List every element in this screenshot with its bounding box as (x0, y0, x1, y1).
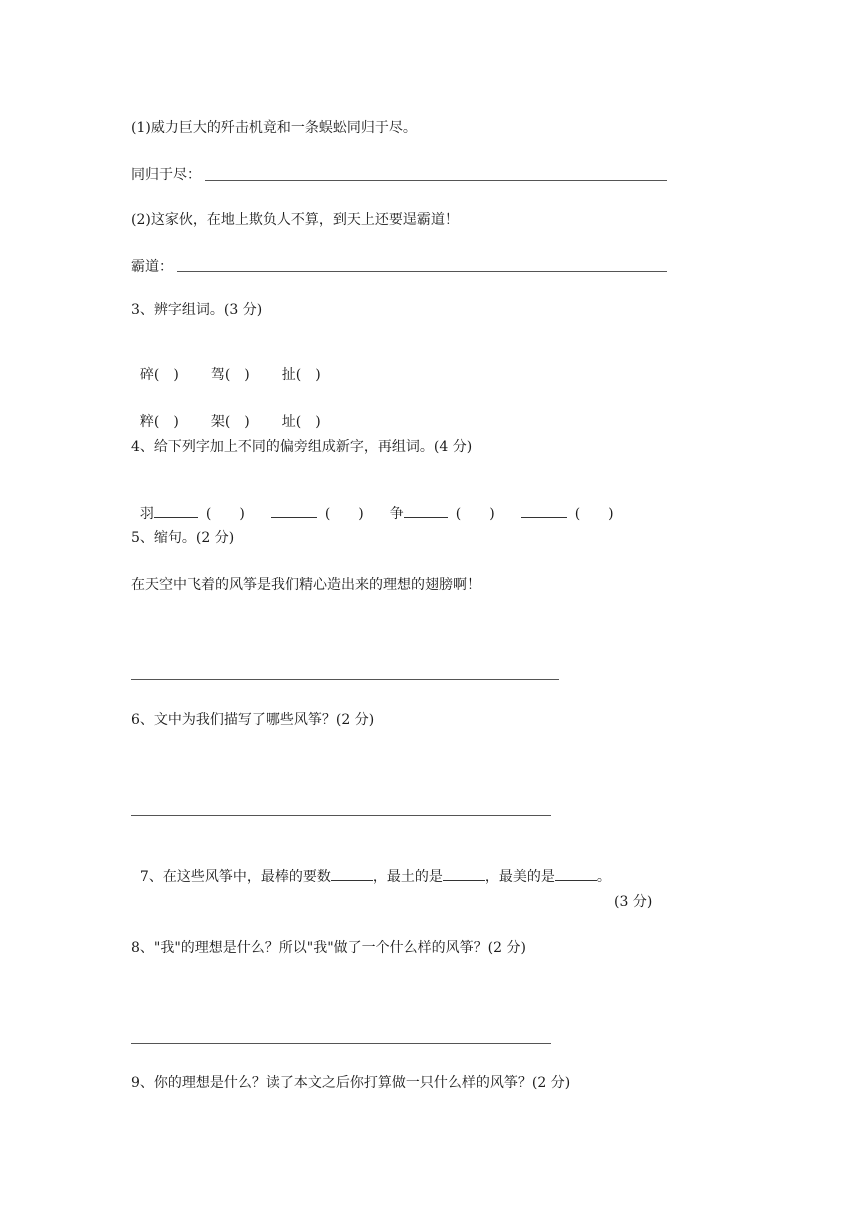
q8-answer-line[interactable] (131, 1043, 551, 1044)
q4-blank-4[interactable] (521, 503, 567, 518)
q4-row (131, 483, 614, 524)
q4-paren-1[interactable]: ( ) (205, 506, 245, 522)
q5-sentence: 在天空中飞着的风筝是我们精心造出来的理想的翅膀啊！ (131, 577, 481, 593)
q7-score: (3 分) (614, 894, 653, 910)
question-4-title: 4、给下列字加上不同的偏旁组成新字，再组词。(4 分) (131, 439, 473, 455)
q3-row1-item-3[interactable]: 扯( ) (281, 367, 321, 383)
q3-row2-item-2[interactable]: 架( ) (210, 414, 250, 430)
question-5-title: 5、缩句。(2 分) (131, 530, 235, 546)
answer-line-1[interactable] (205, 180, 667, 181)
q6-answer-line[interactable] (131, 815, 551, 816)
question-item-1: (1)威力巨大的歼击机竟和一条蜈蚣同归于尽。 (131, 120, 417, 136)
q7-part-3: ，最美的是 (484, 869, 555, 885)
q7-part-2: ，最土的是 (372, 869, 443, 885)
q4-char-3: 争 (389, 506, 404, 522)
q7-part-4: 。 (596, 869, 611, 885)
q5-answer-line[interactable] (131, 679, 559, 680)
q3-row1-item-2[interactable]: 驾( ) (210, 367, 250, 383)
q4-char-1: 羽 (139, 506, 154, 522)
q3-row-2 (131, 392, 321, 432)
question-item-2: (2)这家伙，在地上欺负人不算，到天上还要逞霸道！ (131, 212, 459, 228)
q4-paren-3[interactable]: ( ) (455, 506, 495, 522)
q7-part-1: 7、在这些风筝中，最棒的要数 (139, 869, 331, 885)
question-9-title: 9、你的理想是什么？读了本文之后你打算做一只什么样的风筝？(2 分) (131, 1075, 571, 1091)
q3-row2-item-3[interactable]: 址( ) (281, 414, 321, 430)
q7-blank-2[interactable] (443, 866, 485, 881)
question-3-title: 3、辨字组词。(3 分) (131, 302, 263, 318)
q4-paren-2[interactable]: ( ) (324, 506, 364, 522)
q3-row2-item-1[interactable]: 粹( ) (139, 414, 179, 430)
answer-label-2: 霸道： (131, 259, 173, 275)
answer-line-2[interactable] (177, 271, 667, 272)
question-7 (131, 846, 611, 887)
question-6-title: 6、文中为我们描写了哪些风筝？(2 分) (131, 712, 375, 728)
q3-row1-item-1[interactable]: 碎( ) (139, 367, 179, 383)
answer-label-1: 同归于尽： (131, 167, 201, 183)
q7-blank-3[interactable] (555, 866, 597, 881)
q4-blank-1[interactable] (154, 503, 198, 518)
question-8-title: 8、"我"的理想是什么？所以"我"做了一个什么样的风筝？(2 分) (131, 940, 526, 956)
q4-blank-2[interactable] (271, 503, 317, 518)
q7-blank-1[interactable] (331, 866, 373, 881)
q4-paren-4[interactable]: ( ) (574, 506, 614, 522)
q4-blank-3[interactable] (404, 503, 448, 518)
q3-row-1 (131, 345, 321, 385)
